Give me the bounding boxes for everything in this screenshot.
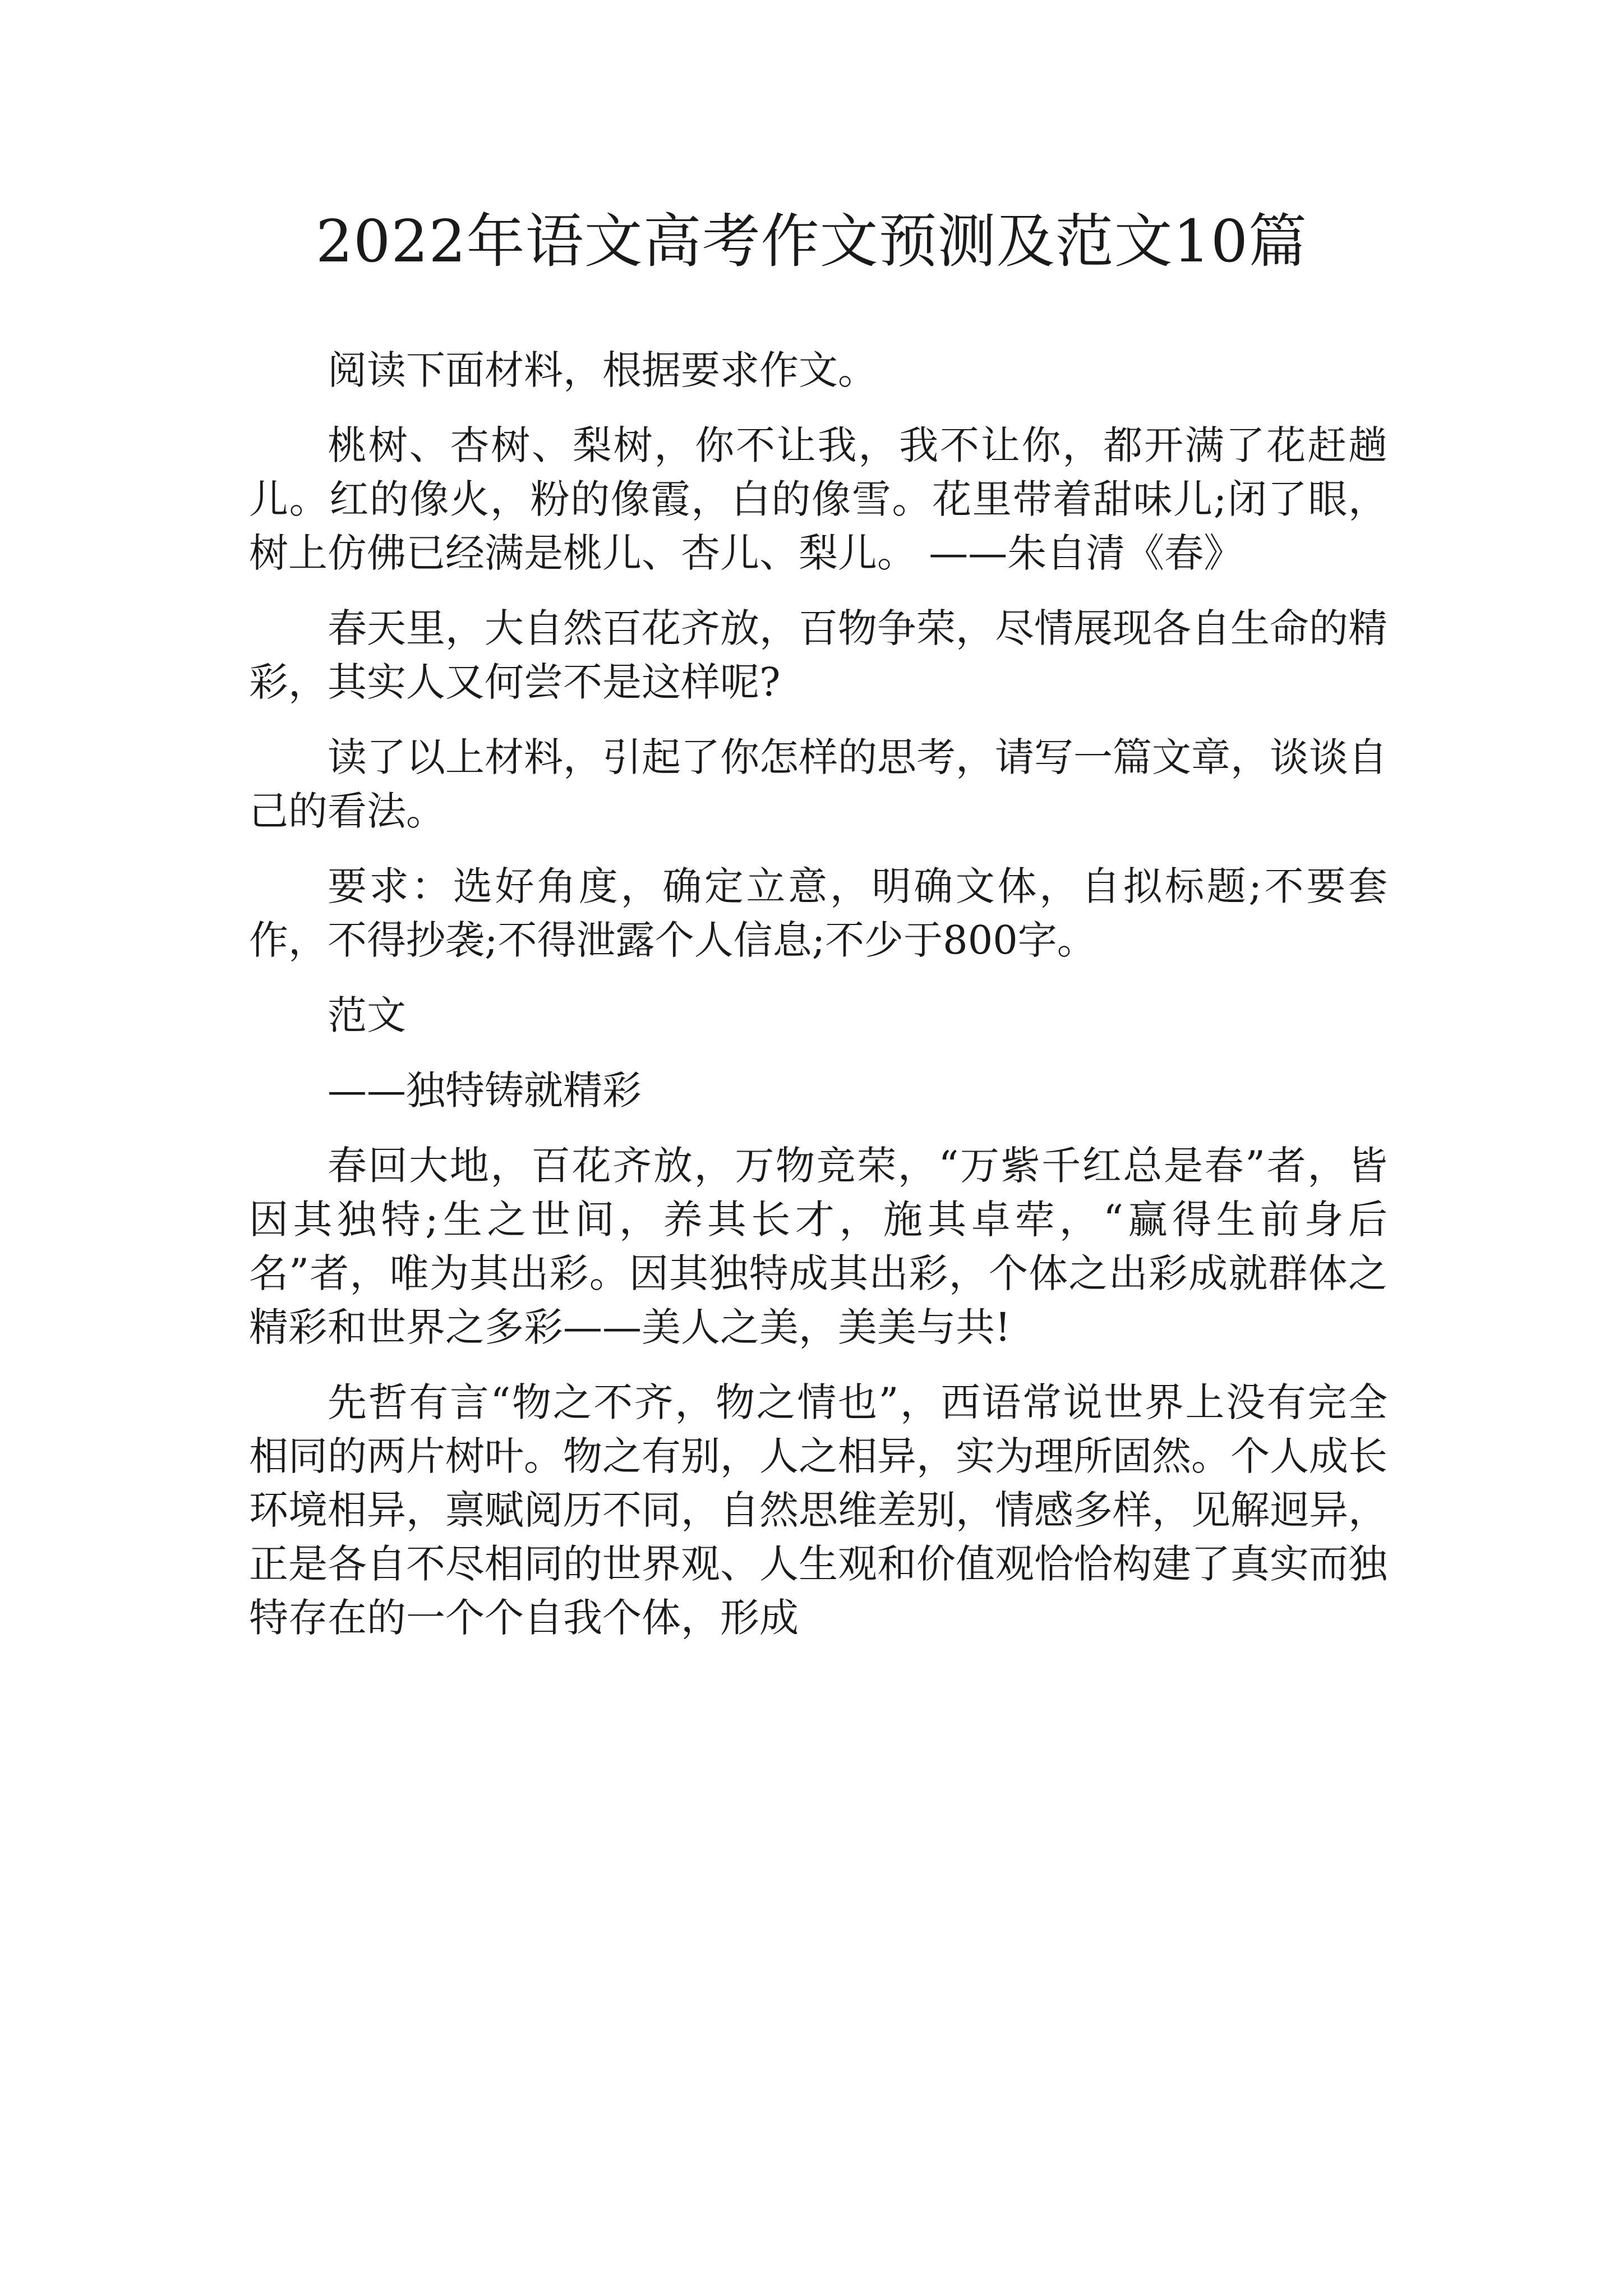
paragraph-quote: 桃树、杏树、梨树，你不让我，我不让你，都开满了花赶趟儿。红的像火，粉的像霞，白的像雪。花里带着甜味儿;闭了眼，树上仿佛已经满是桃儿、杏儿、梨儿。 ——朱自清《春》: [249, 422, 1387, 576]
paragraph-sample-label: 范文: [328, 992, 406, 1038]
paragraph-reflection: 春天里，大自然百花齐放，百物争荣，尽情展现各自生命的精彩，其实人又何尝不是这样呢?: [249, 605, 1387, 705]
document-body: [249, 343, 1387, 1666]
paragraph-instruction: 阅读下面材料，根据要求作文。: [328, 347, 877, 393]
paragraph-requirements: 要求：选好角度，确定立意，明确文体，自拟标题;不要套作，不得抄袭;不得泄露个人信息;不少于800字。: [249, 863, 1387, 963]
paragraph-essay-2: 先哲有言“物之不齐，物之情也”，西语常说世界上没有完全相同的两片树叶。物之有别，人之相异，实为理所固然。个人成长环境相异，禀赋阅历不同，自然思维差别，情感多样，见解迥异，正是各自不尽相同的世界观、人生观和价值观恰恰构建了真实而独特存在的一个个自我个体，形成: [249, 1379, 1387, 1641]
paragraph-essay-1: 春回大地，百花齐放，万物竞荣，“万紫千红总是春”者，皆因其独特;生之世间，养其长才，施其卓荦，“赢得生前身后名”者，唯为其出彩。因其独特成其出彩，个体之出彩成就群体之精彩和世界之多彩——美人之美，美美与共!: [249, 1143, 1387, 1350]
document-title: 2022年语文高考作文预测及范文10篇: [315, 207, 1307, 275]
paragraph-prompt: 读了以上材料，引起了你怎样的思考，请写一篇文章，谈谈自己的看法。: [249, 734, 1387, 834]
paragraph-sample-title: ——独特铸就精彩: [328, 1068, 642, 1114]
